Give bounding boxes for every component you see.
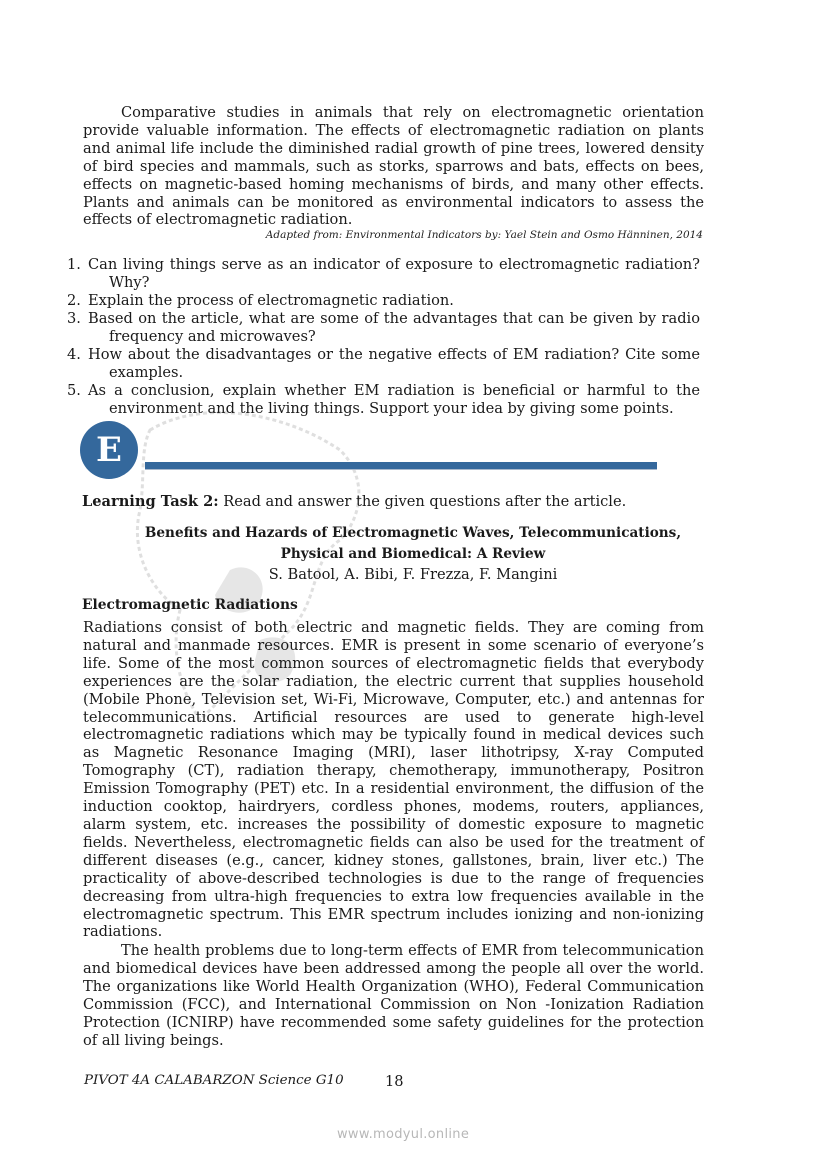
question-text: Can living things serve as an indicator of exposure to electromagnetic radiation? Why? [88, 256, 700, 291]
article-authors: S. Batool, A. Bibi, F. Frezza, F. Mangini [268, 566, 558, 583]
question-item: 5.As a conclusion, explain whether EM radiation is beneficial or harmful to the environment and the living things. Support your idea by giving some points. [67, 382, 700, 417]
citation: Adapted from: Environmental Indicators by: Yael Stein and Osmo Hänninen, 2014 [265, 229, 703, 241]
page-number: 18 [385, 1073, 404, 1090]
website-watermark: www.modyul.online [337, 1127, 470, 1142]
learning-task-instruction: Read and answer the given questions after the article. [218, 493, 627, 510]
question-item: 2.Explain the process of electromagnetic radiation. [67, 292, 454, 309]
question-item: 1. Can living things serve as an indicator of exposure to electromagnetic radiation? Why? [67, 256, 700, 291]
section-e-badge: E [80, 421, 138, 479]
question-list [67, 256, 700, 418]
article-title-line-1: Benefits and Hazards of Electromagnetic Waves, Telecommunications, [144, 525, 682, 541]
footer-module-title: PIVOT 4A CALABARZON Science G10 [84, 1073, 344, 1088]
question-item: 3.Based on the article, what are some of the advantages that can be given by radio frequency and microwaves? [67, 310, 700, 345]
question-text: As a conclusion, explain whether EM radiation is beneficial or harmful to the environment and the living things. Support your idea by giving some points. [88, 382, 700, 417]
intro-paragraph: Comparative studies in animals that rely on electromagnetic orientation provide valuable information. The effects of electromagnetic radiation on plants and animal life include the diminished radial growth of pine trees, lowered density of bird species and mammals, such as storks, sparrows and bats, effects on bees, effects on magnetic-based homing mechanisms of birds, and many other effects. Plants and animals can be monitored as environmental indicators to assess the effects of electromagnetic radiation. [83, 104, 704, 229]
learning-task-line [82, 493, 626, 510]
question-text: How about the disadvantages or the negative effects of EM radiation? Cite some examples. [88, 346, 700, 381]
question-text: Based on the article, what are some of the advantages that can be given by radio frequency and microwaves? [88, 310, 700, 345]
question-item: 4.How about the disadvantages or the negative effects of EM radiation? Cite some examples. [67, 346, 700, 381]
question-text: Explain the process of electromagnetic radiation. [88, 292, 454, 309]
section-heading: Electromagnetic Radiations [82, 597, 298, 613]
article-paragraph-1: Radiations consist of both electric and magnetic fields. They are coming from natural and manmade resources. EMR is present in some scenario of everyone’s life. Some of the most common sources of electromagnetic fields that everybody experiences are the solar radiation, the electric current that supplies household (Mobile Phone, Television set, Wi-Fi, Microwave, Computer, etc.) and antennas for telecommunications. Artificial resources are used to generate high-level electromagnetic radiations which may be typically found in medical devices such as Magnetic Resonance Imaging (MRI), laser lithotripsy, X-ray Computed Tomography (CT), radiation therapy, chemotherapy, immunotherapy, Positron Emission Tomography (PET) etc. In a residential environment, the diffusion of the induction cooktop, hairdryers, cordless phones, modems, routers, appliances, alarm system, etc. increases the possibility of domestic exposure to magnetic fields. Nevertheless, electromagnetic fields can also be used for the treatment of different diseases (e.g., cancer, kidney stones, gallstones, brain, liver etc.) The practicality of above-described technologies is due to the range of frequencies decreasing from ultra-high frequencies to extra low frequencies available in the electromagnetic spectrum. This EMR spectrum includes ionizing and non-ionizing radiations. [83, 619, 704, 941]
article-paragraph-2: The health problems due to long-term effects of EMR from telecommunication and biomedical devices have been addressed among the people all over the world. The organizations like World Health Organization (WHO), Federal Communication Commission (FCC), and International Commission on Non -Ionization Radiation Protection (ICNIRP) have recommended some safety guidelines for the protection of all living beings. [83, 942, 704, 1049]
article-title-line-2: Physical and Biomedical: A Review [280, 546, 546, 562]
section-divider-bar [145, 462, 657, 470]
article-title [83, 523, 743, 565]
learning-task-label: Learning Task 2: [82, 493, 219, 510]
